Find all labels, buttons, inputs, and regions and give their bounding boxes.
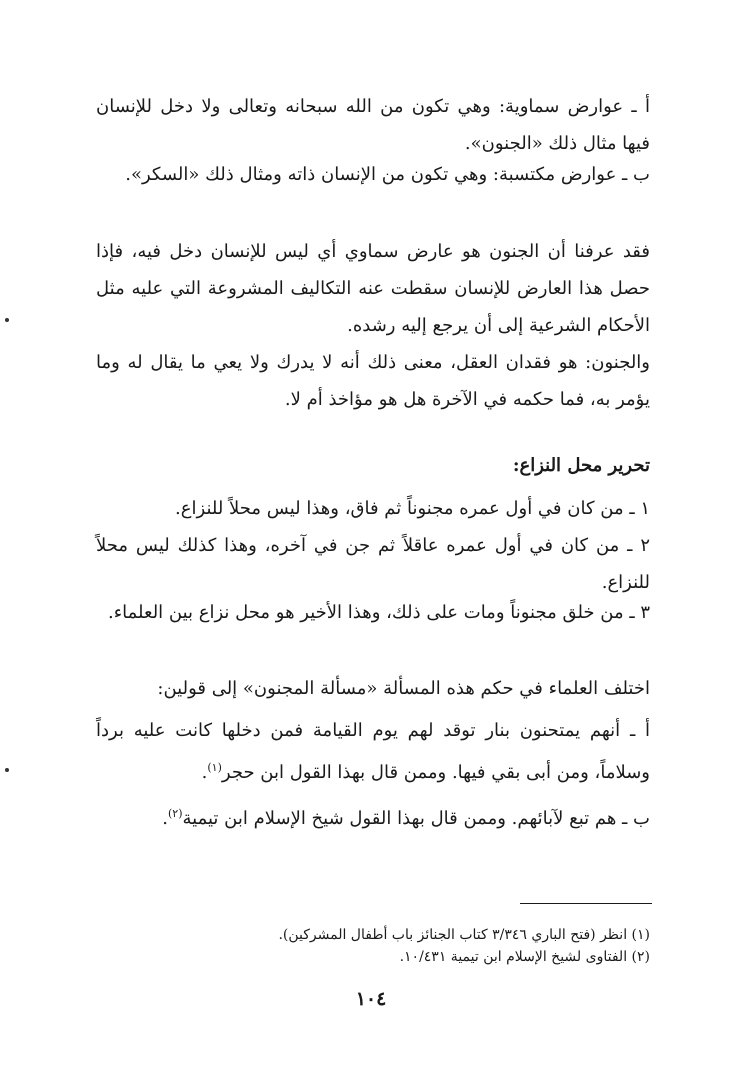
footnote-ref-2: (٢) xyxy=(168,807,183,820)
footnote-2: (٢) الفتاوى لشيخ الإسلام ابن تيمية ١٠/٤٣١. xyxy=(399,949,650,965)
paragraph-scholars-differ: اختلف العلماء في حكم هذه المسألة «مسألة المجنون» إلى قولين: xyxy=(157,678,650,699)
margin-mark xyxy=(5,768,9,772)
paragraph-acquired-impediments: ب ـ عوارض مكتسبة: وهي تكون من الإنسان ذاته ومثال ذلك «السكر». xyxy=(125,164,650,185)
opinion-b-text: ب ـ هم تبع لآبائهم. وممن قال بهذا القول شيخ الإسلام ابن تيمية xyxy=(182,808,650,829)
paragraph-heavenly-impediments: أ ـ عوارض سماوية: وهي تكون من الله سبحانه وتعالى ولا دخل للإنسان فيها مثال ذلك «الجنون». xyxy=(96,96,650,154)
opinion-a xyxy=(96,712,650,791)
opinion-b-period: . xyxy=(162,808,168,829)
paragraph-insanity-heavenly: فقد عرفنا أن الجنون هو عارض سماوي أي ليس للإنسان دخل فيه، فإذا حصل هذا العارض للإنسان سقطت عنه التكاليف المشروعة التي عليه مثل الأحكام الشرعية إلى أن يرجع إليه رشده. xyxy=(96,241,650,336)
footnote-ref-1: (١) xyxy=(207,761,222,774)
list-item-1: ١ ـ من كان في أول عمره مجنوناً ثم فاق، وهذا ليس محلاً للنزاع. xyxy=(175,498,650,519)
margin-mark xyxy=(5,318,9,322)
list-item-3: ٣ ـ من خلق مجنوناً ومات على ذلك، وهذا الأخير هو محل نزاع بين العلماء. xyxy=(107,602,650,623)
footnote-1: (١) انظر (فتح الباري ٣/٣٤٦ كتاب الجنائز باب أطفال المشركين). xyxy=(278,927,650,943)
paragraph-insanity-definition: والجنون: هو فقدان العقل، معنى ذلك أنه لا يدرك ولا يعي ما يقال له وما يؤمر به، فما حكمه في الآخرة هل هو مؤاخذ أم لا. xyxy=(96,352,650,410)
list-item-2: ٢ ـ من كان في أول عمره عاقلاً ثم جن في آخره، وهذا كذلك ليس محلاً للنزاع. xyxy=(96,535,650,593)
opinion-a-text: أ ـ أنهم يمتحنون بنار توقد لهم يوم القيامة فمن دخلها كانت عليه برداً وسلاماً، ومن أبى بقي فيها. وممن قال بهذا القول ابن حجر xyxy=(96,720,650,783)
opinion-b xyxy=(96,795,650,837)
footnote-divider xyxy=(520,903,652,904)
section-heading: تحرير محل النزاع: xyxy=(512,455,650,476)
page-number: ١٠٤ xyxy=(355,988,387,1010)
opinion-a-period: . xyxy=(201,762,208,783)
